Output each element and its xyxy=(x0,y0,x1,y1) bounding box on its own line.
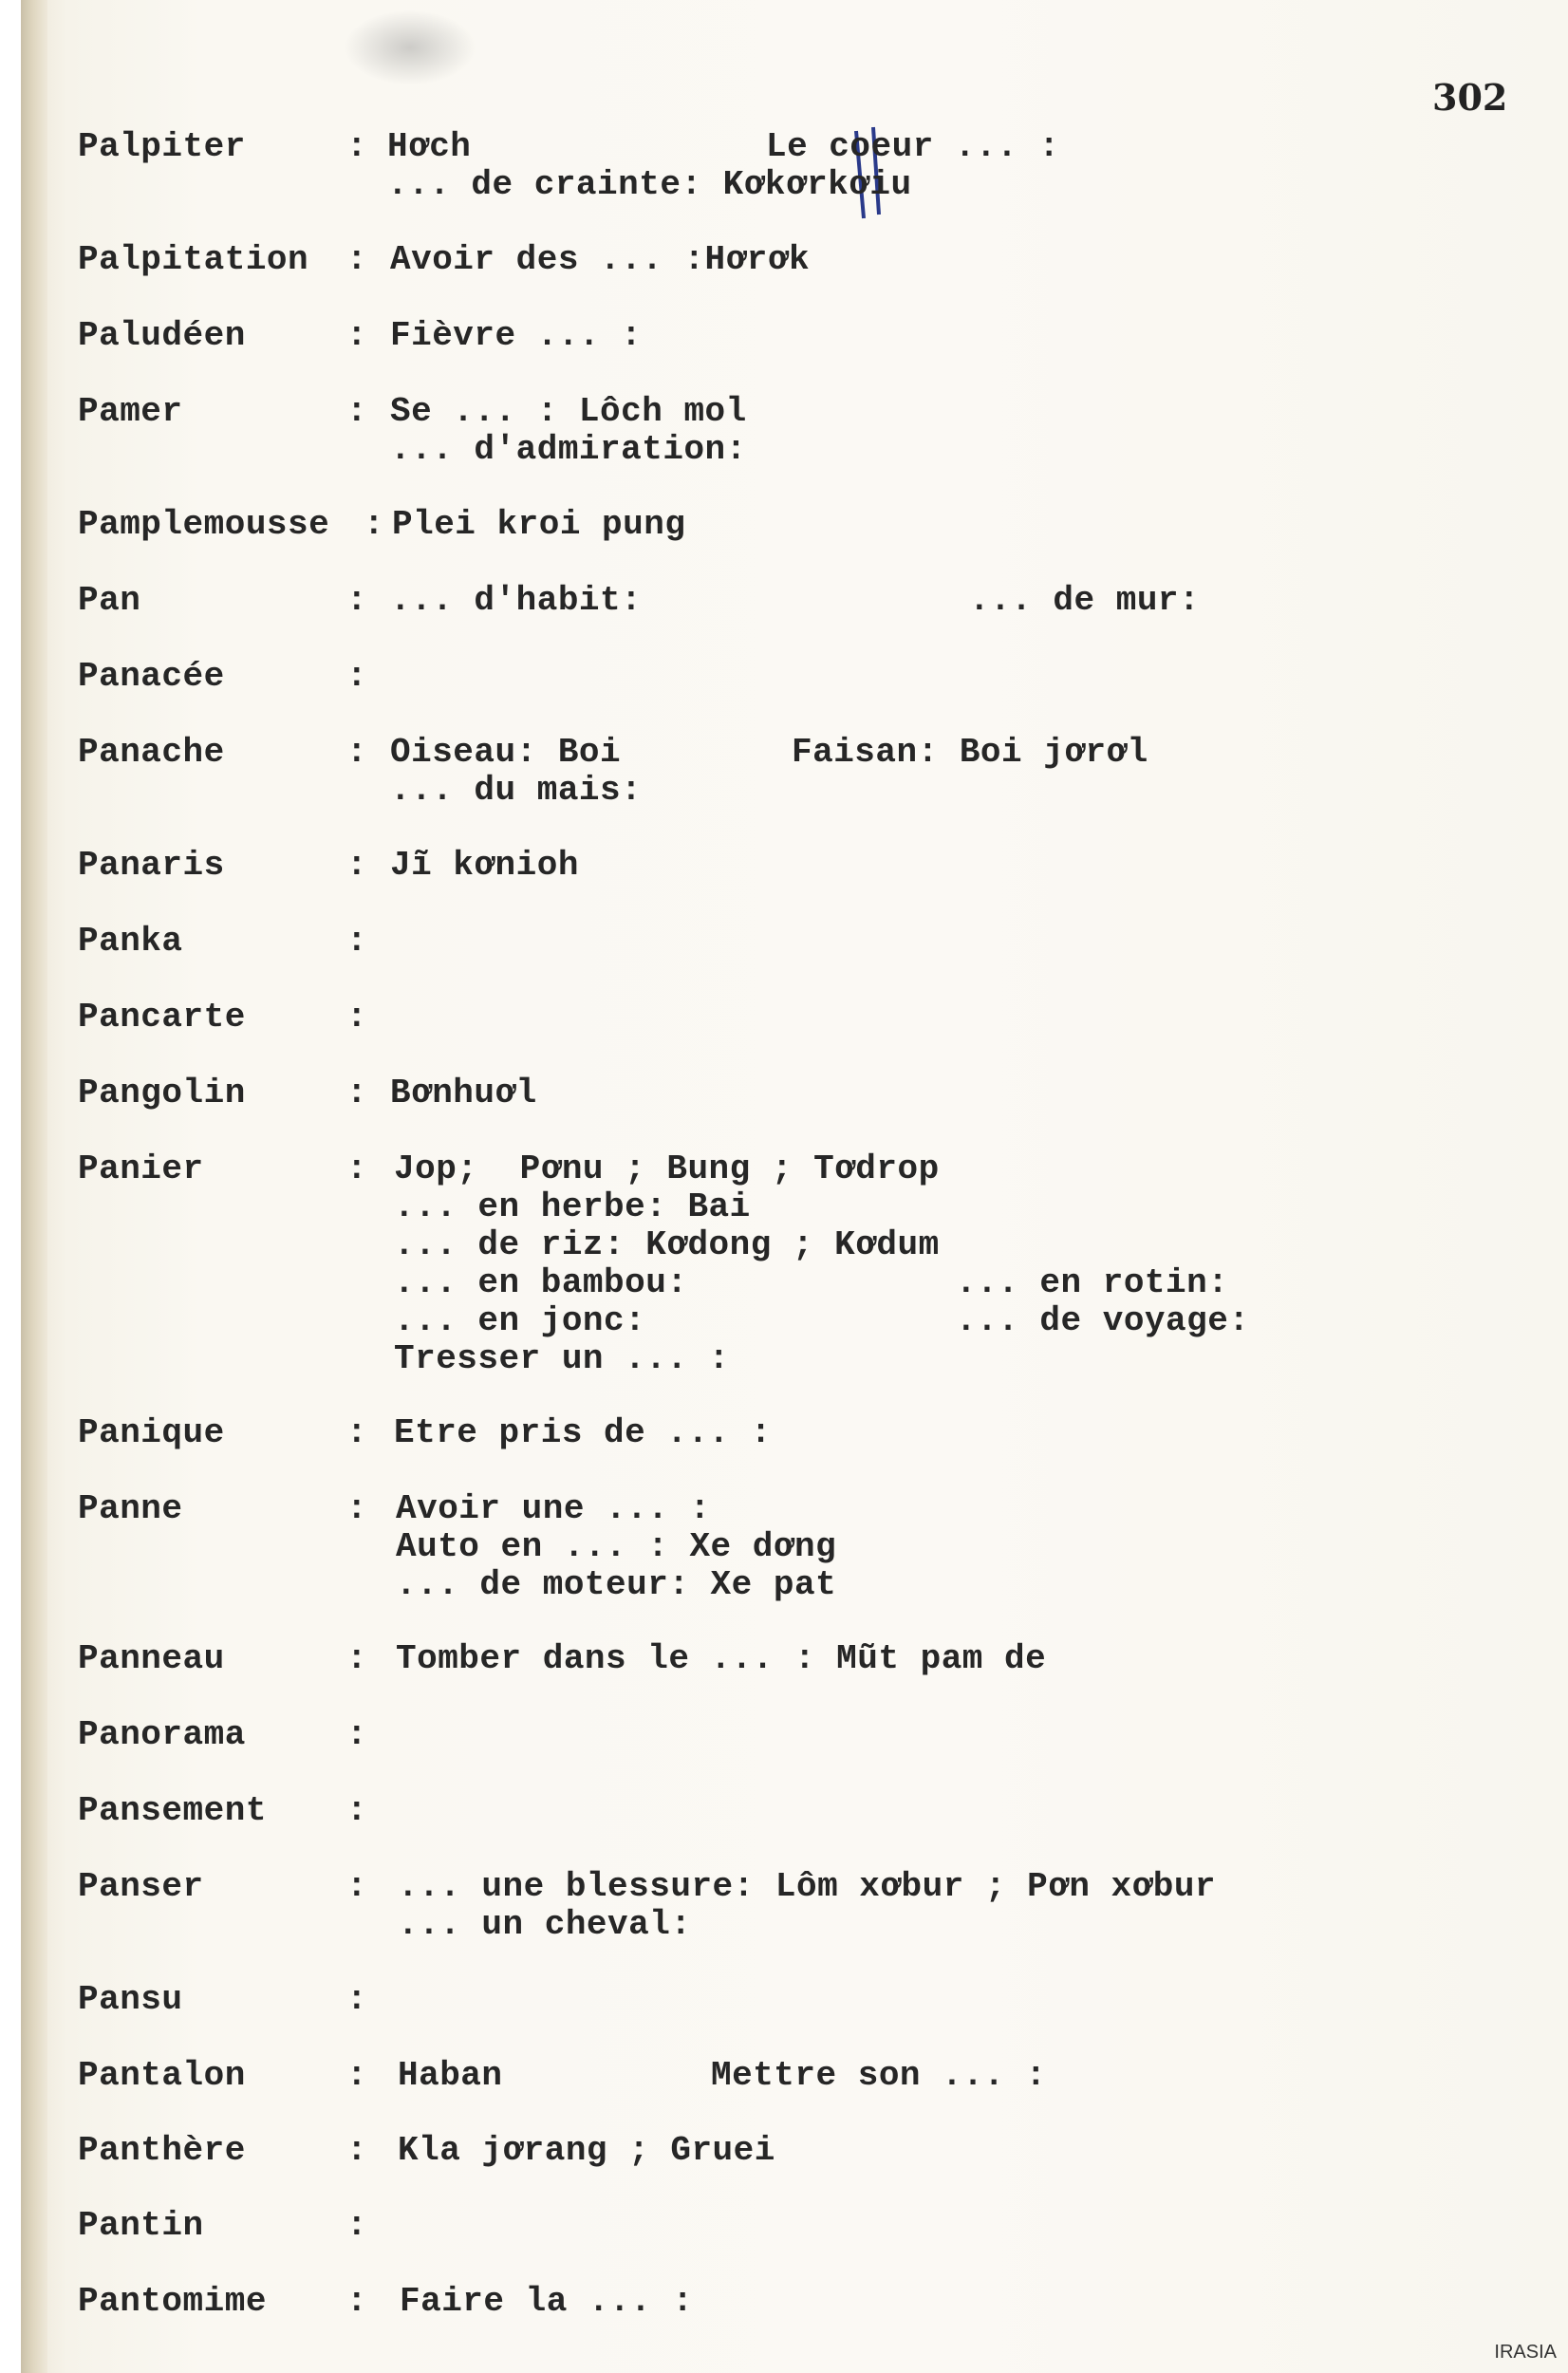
headword: Panthère xyxy=(78,2131,246,2170)
definition-line: Plei kroi pung xyxy=(392,505,686,544)
definition-line: ... en jonc: xyxy=(394,1301,646,1340)
headword: Palpitation xyxy=(78,240,309,279)
headword: Panne xyxy=(78,1489,183,1528)
headword: Palpiter xyxy=(78,127,246,166)
definition-line: Haban xyxy=(398,2056,503,2095)
separator-colon: : xyxy=(346,127,368,166)
definition-line: Kla jơrang ; Gruei xyxy=(398,2131,775,2170)
definition-right: ... de voyage: xyxy=(956,1301,1250,1340)
headword: Panache xyxy=(78,733,225,772)
separator-colon: : xyxy=(346,1867,368,1906)
separator-colon: : xyxy=(346,922,368,961)
separator-colon: : xyxy=(346,1074,368,1112)
definition-right: Mettre son ... : xyxy=(711,2056,1047,2095)
separator-colon: : xyxy=(346,846,368,885)
definition-line: Tresser un ... : xyxy=(394,1339,730,1378)
definition-line: Jĩ kơnioh xyxy=(390,846,579,885)
headword: Pan xyxy=(78,581,141,620)
headword: Pansu xyxy=(78,1980,183,2019)
headword: Paludéen xyxy=(78,316,246,355)
definition-line: Jop; Pơnu ; Bung ; Tơdrop xyxy=(394,1149,940,1188)
corner-label: IRASIA xyxy=(1494,2342,1557,2363)
separator-colon: : xyxy=(346,2282,368,2321)
definition-line: Avoir des ... :Hơrơk xyxy=(390,240,811,279)
definition-right: ... de mur: xyxy=(969,581,1201,620)
headword: Panneau xyxy=(78,1639,225,1678)
headword: Panorama xyxy=(78,1715,246,1754)
definition-right: Le coeur ... : xyxy=(766,127,1060,166)
separator-colon: : xyxy=(346,1980,368,2019)
headword: Panique xyxy=(78,1413,225,1452)
separator-colon: : xyxy=(346,1715,368,1754)
definition-line: Hơch xyxy=(387,127,472,166)
headword: Panaris xyxy=(78,846,225,885)
separator-colon: : xyxy=(346,1149,368,1188)
definition-line: Fièvre ... : xyxy=(390,316,643,355)
separator-colon: : xyxy=(346,657,368,696)
definition-right: Faisan: Boi jơrơl xyxy=(792,733,1148,772)
definition-line: Faire la ... : xyxy=(400,2282,694,2321)
separator-colon: : xyxy=(346,581,368,620)
definition-line: Tomber dans le ... : Mũt pam de xyxy=(396,1639,1047,1678)
headword: Pancarte xyxy=(78,998,246,1037)
definition-line: Avoir une ... : xyxy=(396,1489,711,1528)
separator-colon: : xyxy=(346,1413,368,1452)
definition-line: Se ... : Lôch mol xyxy=(390,392,747,431)
separator-colon: : xyxy=(346,240,368,279)
definition-line: ... en herbe: Bai xyxy=(394,1187,751,1226)
definition-line: Bơnhuơl xyxy=(390,1074,537,1112)
separator-colon: : xyxy=(346,392,368,431)
headword: Panser xyxy=(78,1867,204,1906)
separator-colon: : xyxy=(346,733,368,772)
definition-line: ... de moteur: Xe pat xyxy=(396,1565,837,1604)
definition-line: ... d'habit: xyxy=(390,581,643,620)
separator-colon: : xyxy=(346,1489,368,1528)
headword: Pantomime xyxy=(78,2282,267,2321)
page-number: 302 xyxy=(1432,76,1508,119)
headword: Pantin xyxy=(78,2206,204,2245)
separator-colon: : xyxy=(346,2206,368,2245)
document-page xyxy=(21,0,1568,2373)
headword: Pansement xyxy=(78,1791,267,1830)
headword: Pangolin xyxy=(78,1074,246,1112)
separator-colon: : xyxy=(364,505,385,544)
headword: Panier xyxy=(78,1149,204,1188)
separator-colon: : xyxy=(346,316,368,355)
definition-line: ... d'admiration: xyxy=(390,430,747,469)
definition-line: ... de riz: Kơdong ; Kơdum xyxy=(394,1225,940,1264)
definition-line: Oiseau: Boi xyxy=(390,733,622,772)
headword: Panka xyxy=(78,922,183,961)
separator-colon: : xyxy=(346,1639,368,1678)
definition-line: ... en bambou: xyxy=(394,1263,688,1302)
definition-line: ... un cheval: xyxy=(398,1905,692,1944)
definition-line: Etre pris de ... : xyxy=(394,1413,772,1452)
separator-colon: : xyxy=(346,2131,368,2170)
definition-line: ... de crainte: Kơkơrkơiu xyxy=(387,165,912,204)
definition-right: ... en rotin: xyxy=(956,1263,1229,1302)
definition-line: ... du mais: xyxy=(390,771,643,810)
separator-colon: : xyxy=(346,2056,368,2095)
separator-colon: : xyxy=(346,998,368,1037)
definition-line: Auto en ... : Xe dơng xyxy=(396,1527,837,1566)
headword: Pantalon xyxy=(78,2056,246,2095)
headword: Panacée xyxy=(78,657,225,696)
headword: Pamplemousse xyxy=(78,505,330,544)
headword: Pamer xyxy=(78,392,183,431)
separator-colon: : xyxy=(346,1791,368,1830)
definition-line: ... une blessure: Lôm xơbur ; Pơn xơbur xyxy=(398,1867,1217,1906)
page-binding xyxy=(21,0,47,2373)
ink-smudge xyxy=(344,9,476,85)
